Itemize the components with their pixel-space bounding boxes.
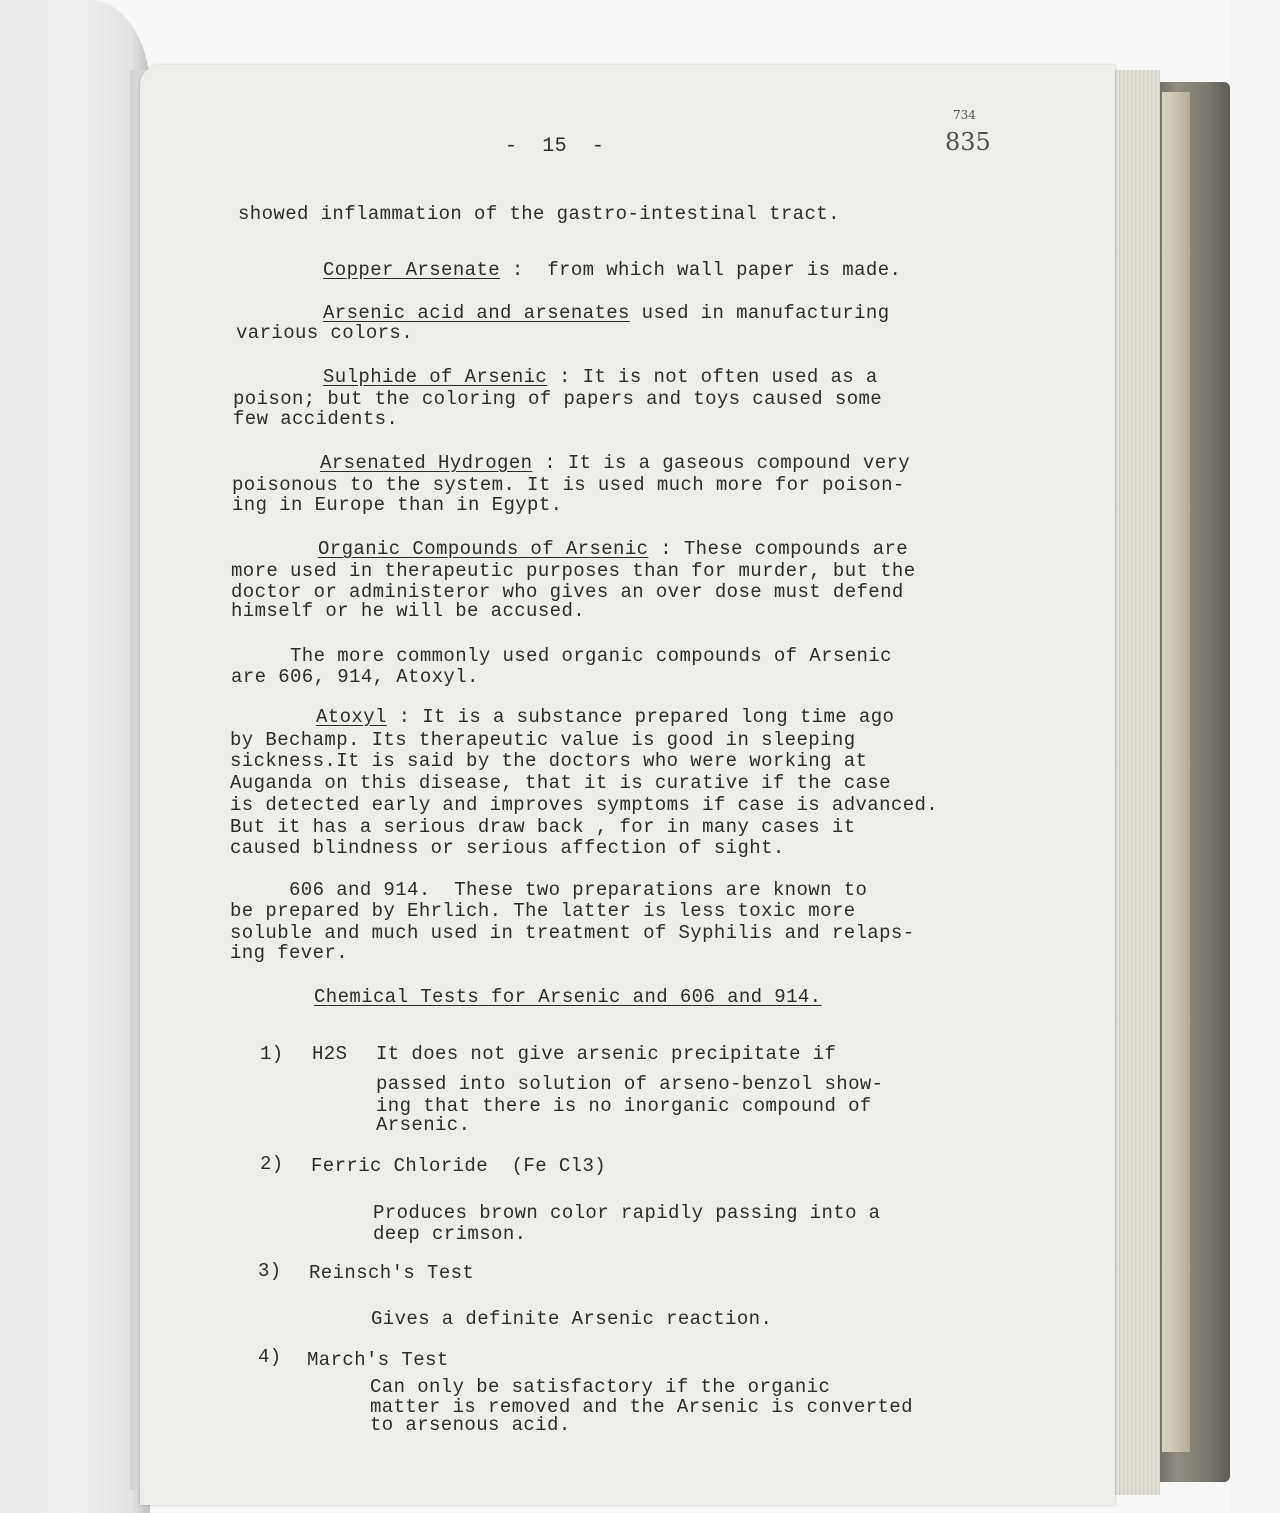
heading-chemical-tests: Chemical Tests for Arsenic and 606 and 914.	[314, 986, 822, 1008]
paragraph-hydrogen	[320, 452, 910, 474]
body-line: doctor or administeror who gives an over dose must defend	[231, 581, 904, 603]
test-description: to arsenous acid.	[370, 1414, 571, 1436]
page-edges	[1108, 70, 1160, 1495]
body-text: used in manufacturing	[629, 302, 890, 324]
archive-number: 835	[945, 128, 991, 156]
body-line: sickness.It is said by the doctors who were working at	[230, 750, 868, 772]
test-description: Arsenic.	[376, 1114, 471, 1136]
body-line: ing in Europe than in Egypt.	[232, 494, 563, 516]
body-line: poison; but the coloring of papers and toys caused some	[233, 388, 883, 410]
body-line: ing fever.	[230, 942, 349, 964]
test-name: H2S	[312, 1043, 348, 1065]
body-text: : These compounds are	[648, 538, 909, 560]
heading-sulphide: Sulphide of Arsenic	[323, 366, 548, 388]
list-number: 1)	[260, 1043, 284, 1065]
paragraph-organic	[318, 538, 908, 560]
paragraph-arsenic-acid	[323, 302, 890, 324]
test-name: March's Test	[307, 1349, 449, 1371]
test-description: Produces brown color rapidly passing into a	[373, 1202, 881, 1224]
body-line: 606 and 914. These two preparations are known to	[230, 879, 868, 901]
test-description: passed into solution of arseno-benzol show-	[376, 1073, 884, 1095]
body-line: is detected early and improves symptoms if case is advanced.	[230, 794, 939, 816]
list-number: 2)	[260, 1153, 284, 1175]
facing-page	[0, 0, 150, 1513]
body-line: soluble and much used in treatment of Syphilis and relaps-	[230, 922, 915, 944]
body-text: : It is not often used as a	[547, 366, 878, 388]
list-number: 4)	[258, 1346, 282, 1368]
test-description: matter is removed and the Arsenic is converted	[370, 1396, 913, 1418]
body-text: : from which wall paper is made.	[500, 259, 902, 281]
paragraph-copper-arsenate	[323, 259, 901, 281]
test-description: ing that there is no inorganic compound of	[376, 1095, 872, 1117]
test-description: Gives a definite Arsenic reaction.	[371, 1308, 773, 1330]
paragraph-sulphide	[323, 366, 878, 388]
list-number: 3)	[258, 1260, 282, 1282]
cover-edge-strip	[1162, 92, 1190, 1452]
body-line: by Bechamp. Its therapeutic value is good in sleeping	[230, 729, 856, 751]
body-line: more used in therapeutic purposes than for murder, but the	[231, 560, 916, 582]
heading-atoxyl: Atoxyl	[316, 706, 387, 728]
test-name: Reinsch's Test	[309, 1262, 475, 1284]
body-line: The more commonly used organic compounds of Arsenic	[231, 645, 892, 667]
body-line: caused blindness or serious affection of sight.	[230, 837, 785, 859]
body-line: But it has a serious draw back , for in many cases it	[230, 816, 856, 838]
page-number: - 15 -	[505, 135, 605, 158]
body-line: Auganda on this disease, that it is curative if the case	[230, 772, 891, 794]
paragraph-atoxyl	[316, 706, 894, 728]
test-name: Ferric Chloride (Fe Cl3)	[311, 1155, 607, 1177]
body-line: are 606, 914, Atoxyl.	[231, 666, 479, 688]
body-line: various colors.	[236, 322, 414, 344]
body-line: showed inflammation of the gastro-intestinal tract.	[238, 203, 840, 225]
test-description: It does not give arsenic precipitate if	[376, 1043, 837, 1065]
body-text: : It is a substance prepared long time ago	[386, 706, 895, 728]
body-text: : It is a gaseous compound very	[532, 452, 911, 474]
body-line: poisonous to the system. It is used much more for poison-	[232, 474, 905, 496]
body-line: be prepared by Ehrlich. The latter is less toxic more	[230, 900, 856, 922]
heading-arsenic-acid: Arsenic acid and arsenates	[323, 302, 630, 324]
background-right	[1230, 0, 1280, 1513]
heading-copper-arsenate: Copper Arsenate	[323, 259, 501, 281]
body-line: few accidents.	[233, 408, 399, 430]
test-description: Can only be satisfactory if the organic	[370, 1376, 831, 1398]
test-description: deep crimson.	[373, 1223, 527, 1245]
body-line: himself or he will be accused.	[231, 600, 586, 622]
heading-hydrogen: Arsenated Hydrogen	[320, 452, 533, 474]
heading-organic: Organic Compounds of Arsenic	[318, 538, 649, 560]
archive-number-small: 734	[953, 108, 976, 122]
